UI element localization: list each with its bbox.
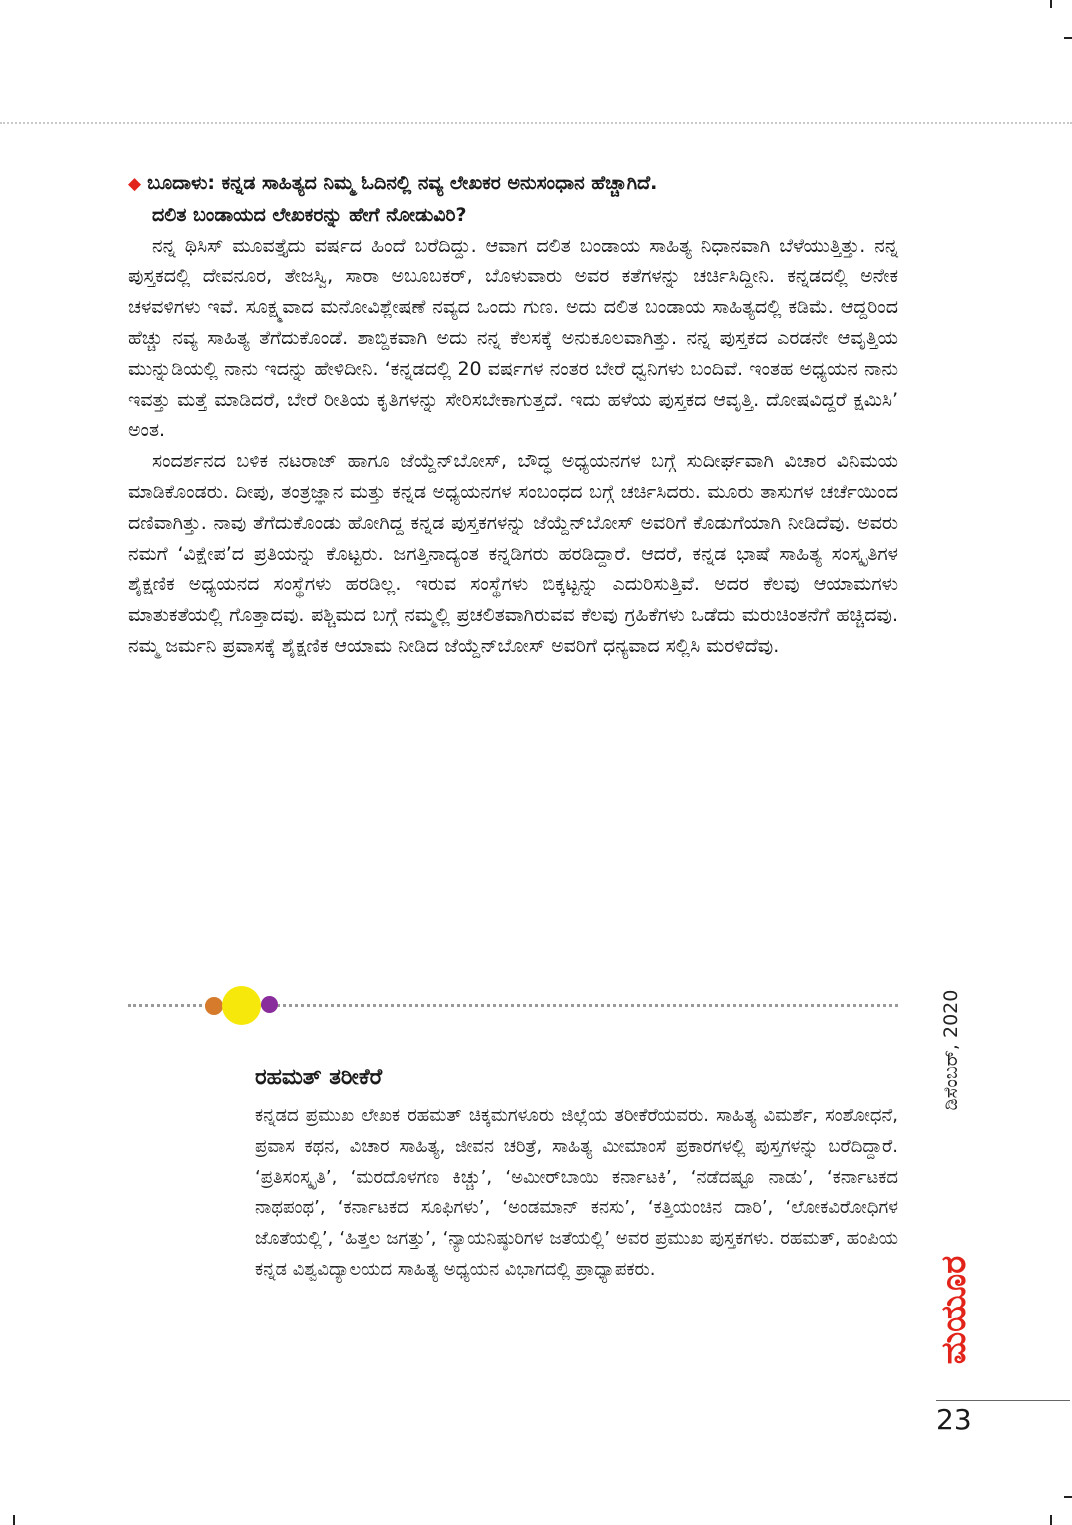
crop-mark — [1064, 1496, 1072, 1498]
closing-paragraph: ಸಂದರ್ಶನದ ಬಳಿಕ ನಟರಾಜ್ ಹಾಗೂ ಜೆಯ್ದೆನ್‌ಬೋಸ್, ಬೌದ್ಧ ಅಧ್ಯಯನಗಳ ಬಗ್ಗೆ ಸುದೀರ್ಘವಾಗಿ ವಿಚಾರ ವಿನಿಮಯ ಮಾಡಿಕೊಂಡರು. ದೀಪು, ತಂತ್ರಜ್ಞಾನ ಮತ್ತು ಕನ್ನಡ ಅಧ್ಯಯನಗಳ ಸಂಬಂಧದ ಬಗ್ಗೆ ಚರ್ಚಿಸಿದರು. ಮೂರು ತಾಸುಗಳ ಚರ್ಚೆಯಿಂದ ದಣಿವಾಗಿತ್ತು. ನಾವು ತೆಗೆದುಕೊಂಡು ಹೋಗಿದ್ದ ಕನ್ನಡ ಪುಸ್ತಕಗಳನ್ನು ಜೆಯ್ದೆನ್‌ಬೋಸ್ ಅವರಿಗೆ ಕೊಡುಗೆಯಾಗಿ ನೀಡಿದೆವು. ಅವರು ನಮಗೆ ‘ವಿಕ್ಷೇಪ’ದ ಪ್ರತಿಯನ್ನು ಕೊಟ್ಟರು. ಜಗತ್ತಿನಾದ್ಯಂತ ಕನ್ನಡಿಗರು ಹರಡಿದ್ದಾರೆ. ಆದರೆ, ಕನ್ನಡ ಭಾಷೆ ಸಾಹಿತ್ಯ ಸಂಸ್ಕೃತಿಗಳ ಶೈಕ್ಷಣಿಕ ಅಧ್ಯಯನದ ಸಂಸ್ಥೆಗಳು ಹರಡಿಲ್ಲ. ಇರುವ ಸಂಸ್ಥೆಗಳು ಬಿಕ್ಕಟ್ಟನ್ನು ಎದುರಿಸುತ್ತಿವೆ. ಅದರ ಕೆಲವು ಆಯಾಮಗಳು ಮಾತುಕತೆಯಲ್ಲಿ ಗೊತ್ತಾದವು. ಪಶ್ಚಿಮದ ಬಗ್ಗೆ ನಮ್ಮಲ್ಲಿ ಪ್ರಚಲಿತವಾಗಿರುವವ ಕೆಲವು ಗ್ರಹಿಕೆಗಳು ಒಡೆದು ಮರುಚಿಂತನೆಗೆ ಹಚ್ಚಿದವು. ನಮ್ಮ ಜರ್ಮನಿ ಪ್ರವಾಸಕ್ಕೆ ಶೈಕ್ಷಣಿಕ ಆಯಾಮ ನೀಡಿದ ಜೆಯ್ದೆನ್‌ಬೋಸ್ ಅವರಿಗೆ ಧನ್ಯವಾದ ಸಲ್ಲಿಸಿ ಮರಳಿದೆವು. — [128, 450, 898, 657]
article-body — [128, 168, 898, 662]
question-line-2: ದಲಿತ ಬಂಡಾಯದ ಲೇಖಕರನ್ನು ಹೇಗೆ ನೋಡುವಿರಿ? — [152, 203, 467, 226]
crop-mark — [1050, 0, 1052, 8]
issue-date: ಡಿಸೆಂಬರ್, 2020 — [940, 989, 962, 1111]
crop-mark — [1050, 1515, 1052, 1525]
yellow-dot-icon — [222, 986, 261, 1025]
orange-dot-icon — [205, 997, 223, 1015]
author-bio-text: ಕನ್ನಡದ ಪ್ರಮುಖ ಲೇಖಕ ರಹಮತ್ ಚಿಕ್ಕಮಗಳೂರು ಜಿಲ್ಲೆಯ ತರೀಕೆರೆಯವರು. ಸಾಹಿತ್ಯ ವಿಮರ್ಶೆ, ಸಂಶೋಧನೆ, ಪ್ರವಾಸ ಕಥನ, ವಿಚಾರ ಸಾಹಿತ್ಯ, ಜೀವನ ಚರಿತ್ರೆ, ಸಾಹಿತ್ಯ ಮೀಮಾಂಸೆ ಪ್ರಕಾರಗಳಲ್ಲಿ ಪುಸ್ತಗಳನ್ನು ಬರೆದಿದ್ದಾರೆ. ‘ಪ್ರತಿಸಂಸ್ಕೃತಿ’, ‘ಮರದೊಳಗಣ ಕಿಚ್ಚು’, ‘ಅಮೀರ್‌ಬಾಯಿ ಕರ್ನಾಟಕಿ’, ‘ನಡೆದಷ್ಟೂ ನಾಡು’, ‘ಕರ್ನಾಟಕದ ನಾಥಪಂಥ’, ‘ಕರ್ನಾಟಕದ ಸೂಫಿಗಳು’, ‘ಅಂಡಮಾನ್ ಕನಸು’, ‘ಕತ್ತಿಯಂಚಿನ ದಾರಿ’, ‘ಲೋಕವಿರೋಧಿಗಳ ಜೊತೆಯಲ್ಲಿ’, ‘ಹಿತ್ತಲ ಜಗತ್ತು’, ‘ನ್ಯಾಯನಿಷ್ಠುರಿಗಳ ಜತೆಯಲ್ಲಿ’ ಅವರ ಪ್ರಮುಖ ಪುಸ್ತಕಗಳು. ರಹಮತ್, ಹಂಪಿಯ ಕನ್ನಡ ವಿಶ್ವವಿದ್ಯಾಲಯದ ಸಾಹಿತ್ಯ ಅಧ್ಯಯನ ವಿಭಾಗದಲ್ಲಿ ಪ್ರಾಧ್ಯಾಪಕರು. — [255, 1105, 898, 1280]
author-name: ರಹಮತ್ ತರೀಕೆರೆ — [255, 1065, 383, 1090]
answer-paragraph: ನನ್ನ ಥಿಸಿಸ್ ಮೂವತ್ತೈದು ವರ್ಷದ ಹಿಂದೆ ಬರೆದಿದ್ದು. ಆವಾಗ ದಲಿತ ಬಂಡಾಯ ಸಾಹಿತ್ಯ ನಿಧಾನವಾಗಿ ಬೆಳೆಯುತ್ತಿತ್ತು. ನನ್ನ ಪುಸ್ತಕದಲ್ಲಿ ದೇವನೂರ, ತೇಜಸ್ವಿ, ಸಾರಾ ಅಬೂಬಕರ್, ಬೊಳುವಾರು ಅವರ ಕತೆಗಳನ್ನು ಚರ್ಚಿಸಿದ್ದೀನಿ. ಕನ್ನಡದಲ್ಲಿ ಅನೇಕ ಚಳವಳಿಗಳು ಇವೆ. ಸೂಕ್ಷ್ಮವಾದ ಮನೋವಿಶ್ಲೇಷಣೆ ನವ್ಯದ ಒಂದು ಗುಣ. ಅದು ದಲಿತ ಬಂಡಾಯ ಸಾಹಿತ್ಯದಲ್ಲಿ ಕಡಿಮೆ. ಆದ್ದರಿಂದ ಹೆಚ್ಚು ನವ್ಯ ಸಾಹಿತ್ಯ ತೆಗೆದುಕೊಂಡೆ. ಶಾಬ್ದಿಕವಾಗಿ ಅದು ನನ್ನ ಕೆಲಸಕ್ಕೆ ಅನುಕೂಲವಾಗಿತ್ತು. ನನ್ನ ಪುಸ್ತಕದ ಎರಡನೇ ಆವೃತ್ತಿಯ ಮುನ್ನುಡಿಯಲ್ಲಿ ನಾನು ಇದನ್ನು ಹೇಳಿದೀನಿ. ‘ಕನ್ನಡದಲ್ಲಿ 20 ವರ್ಷಗಳ ನಂತರ ಬೇರೆ ಧ್ವನಿಗಳು ಬಂದಿವೆ. ಇಂತಹ ಅಧ್ಯಯನ ನಾನು ಇವತ್ತು ಮತ್ತೆ ಮಾಡಿದರೆ, ಬೇರೆ ರೀತಿಯ ಕೃತಿಗಳನ್ನು ಸೇರಿಸಬೇಕಾಗುತ್ತದೆ. ಇದು ಹಳೆಯ ಪುಸ್ತಕದ ಆವೃತ್ತಿ. ದೋಷವಿದ್ದರೆ ಕ್ಷಮಿಸಿ’ ಅಂತ. — [128, 234, 898, 442]
header-dotted-rule — [0, 122, 1072, 124]
crop-mark — [13, 1515, 15, 1525]
purple-dot-icon — [261, 996, 278, 1013]
author-bio — [255, 1062, 898, 1286]
crop-mark — [1064, 37, 1072, 39]
page-number-rule — [936, 1400, 1070, 1401]
page-number: 23 — [936, 1403, 972, 1436]
question-line-1: ಬೂದಾಳು: ಕನ್ನಡ ಸಾಹಿತ್ಯದ ನಿಮ್ಮ ಓದಿನಲ್ಲಿ ನವ್ಯ ಲೇಖಕರ ಅನುಸಂಧಾನ ಹೆಚ್ಚಾಗಿದೆ. — [147, 172, 658, 194]
magazine-logo: ಮಯೂರ — [934, 1255, 974, 1365]
diamond-bullet-icon: ◆ — [128, 174, 142, 194]
section-divider — [128, 980, 898, 1030]
interview-question — [128, 168, 898, 231]
